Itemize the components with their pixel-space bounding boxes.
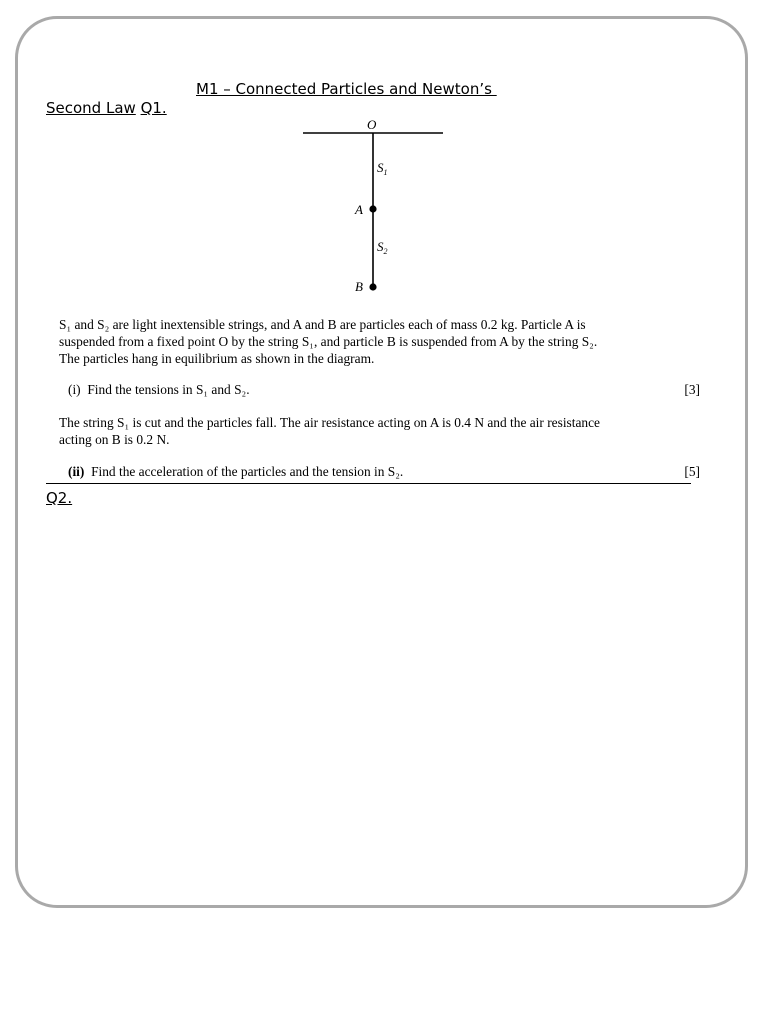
title-second-law: Second Law <box>46 99 136 117</box>
intro-line-1: S₁ and S₂ are light inextensible strings, and A and B are particles each of mass 0.2 kg. Particle A is <box>59 317 586 332</box>
cut-line-1: The string S₁ is cut and the particles fall. The air resistance acting on A is 0.4 N and the air resistance <box>59 415 601 430</box>
label-o: O <box>367 117 377 132</box>
intro-line-2: suspended from a fixed point O by the string S₁, and particle B is suspended from A by the string S₂. <box>59 334 598 349</box>
part-ii-marks: [5] <box>684 464 700 479</box>
question-1-intro <box>59 316 691 367</box>
label-b: B <box>355 279 363 294</box>
part-i-label: (i) <box>68 382 81 397</box>
intro-line-3: The particles hang in equilibrium as shown in the diagram. <box>59 351 375 366</box>
label-s1: $S_1$ <box>377 160 388 177</box>
part-i-text: Find the tensions in S₁ and S₂. <box>87 382 250 397</box>
question-1-part-i <box>59 381 706 398</box>
question-1-cut-text <box>59 414 691 448</box>
hanging-particles-diagram <box>300 114 450 298</box>
section-divider <box>46 483 691 484</box>
question-1-label: Q1. <box>140 99 167 117</box>
label-s2: $S_2$ <box>377 239 388 256</box>
particle-b-dot <box>369 283 376 290</box>
label-a: A <box>355 202 363 217</box>
question-2-label: Q2. <box>46 489 73 507</box>
particle-a-dot <box>369 205 376 212</box>
part-ii-label: (ii) <box>68 464 85 479</box>
question-1-part-ii <box>59 463 706 480</box>
part-ii-text: Find the acceleration of the particles and the tension in S₂. <box>91 464 404 479</box>
page-title: M1 – Connected Particles and Newton’s <box>196 80 497 98</box>
part-i-marks: [3] <box>684 382 700 397</box>
cut-line-2: acting on B is 0.2 N. <box>59 432 170 447</box>
page-title-continued <box>46 99 167 117</box>
